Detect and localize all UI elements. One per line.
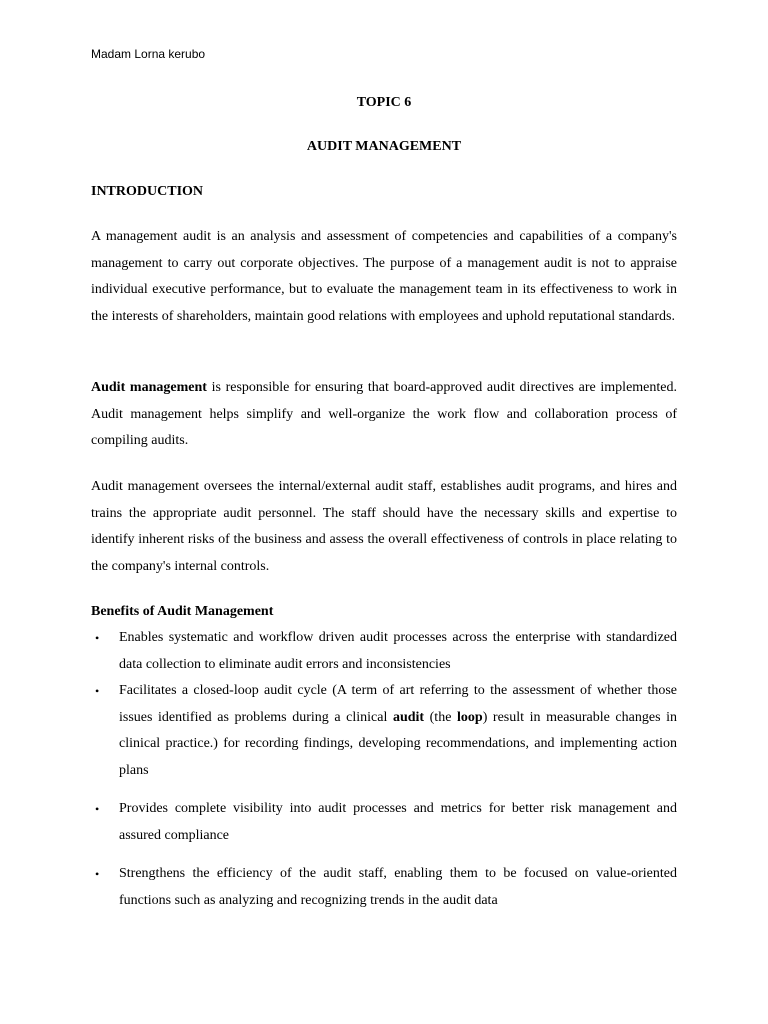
benefits-list [91,625,677,914]
list-item [91,861,677,914]
list-item [91,678,677,784]
paragraph-audit-management-text: is responsible for ensuring that board-approved audit directives are implemented. Audit management helps simplify and well-organize the work flow and collaboration process of compiling audits. [91,380,677,448]
list-item-text: (the [424,709,457,725]
list-item-text: Provides complete visibility into audit processes and metrics for better risk management and assured compliance [119,801,677,843]
page-title: AUDIT MANAGEMENT [306,139,462,154]
bold-audit-term: audit [392,709,425,725]
bullet-icon: • [95,802,100,816]
paragraph-management-audit: A management audit is an analysis and assessment of competencies and capabilities of a company's management to carry out corporate objectives. The purpose of a management audit is not to appraise individual executive performance, but to evaluate the management team in its effectiveness to work in the interests of shareholders, maintain good relations with employees and uphold reputational standards. [91,229,677,324]
audit-management-term: Audit management [91,380,207,395]
benefits-heading: Benefits of Audit Management [91,604,274,619]
introduction-heading: INTRODUCTION [91,184,204,199]
bullet-icon: • [95,867,100,881]
author-name: Madam Lorna kerubo [91,47,206,61]
paragraph-audit-oversight: Audit management oversees the internal/external audit staff, establishes audit programs, and hires and trains the appropriate audit personnel. The staff should have the necessary skills and expertise to identify inherent risks of the business and assess the overall effectiveness of controls in place relating to the company's internal controls. [91,479,677,574]
list-item [91,625,677,678]
list-item-text: ) result in measurable changes in clinical practice.) for recording findings, developing recommendations, and implementing action plans [119,709,677,778]
paragraph-audit-management [91,375,677,455]
list-item-text: Strengthens the efficiency of the audit staff, enabling them to be focused on value-oriented functions such as analyzing and recognizing trends in the audit data [119,866,677,908]
bullet-icon: • [95,684,100,698]
topic-number: TOPIC 6 [356,95,412,110]
bold-loop-term: loop [457,709,483,725]
list-item-text: Enables systematic and workflow driven audit processes across the enterprise with standardized data collection to eliminate audit errors and inconsistencies [119,630,677,672]
bullet-icon: • [95,631,100,645]
list-item [91,796,677,849]
list-item-text: Facilitates a closed-loop audit cycle (A term of art referring to the assessment of whether those issues identified as problems during a clinical [119,683,677,725]
